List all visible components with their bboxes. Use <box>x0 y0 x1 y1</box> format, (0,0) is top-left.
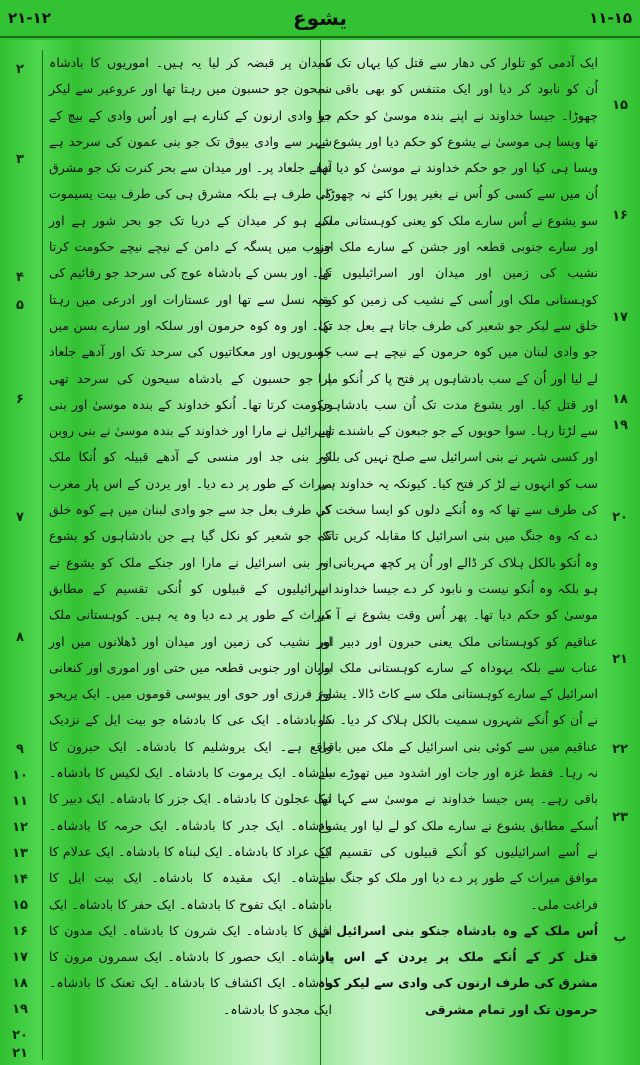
page-header <box>0 0 640 38</box>
chapter-marker: ب <box>613 930 627 945</box>
verse-number: ۲۱ <box>612 652 628 667</box>
verse-number: ۱۲ <box>12 820 28 835</box>
right-column-text: ایک آدمی کو تلوار کی دھار سے قتل کیا یہاں تک کہ اُن کو نابود کر دیا اور ایک متنفس کو بھی باقی نہ چھوڑا۔ جیسا خداوند نے اپنے بندہ موسیٰ کو حکم دیا تھا ویسا ہی موسیٰ نے یشوع کو حکم دیا اور یشوع نے ویسا ہی کیا اور جو حکم خداوند نے موسیٰ کو دیا تھا اُن میں سے کسی کو اُس نے بغیر پورا کئے نہ چھوڑا۔ سو یشوع نے اُس سارے ملک کو یعنی کوہستانی ملک اور سارے جنوبی قطعہ اور جشن کے سارے ملک اور نشیب کی زمین اور میدان اور اسرائیلیوں کے کوہستانی ملک اور اُسی کے نشیب کی زمین کو کوہ خلق سے لیکر جو شعیر کی طرف جاتا ہے بعل جد تک جو وادی لبنان میں کوہ حرمون کے نیچے ہے سب کو لے لیا اور اُن کے سب بادشاہوں پر فتح پا کر اُنکو مارا اور قتل کیا۔ اور یشوع مدت تک اُن سب بادشاہوں سے لڑتا رہا۔ سوا حویوں کے جو جبعون کے باشندے تھے اور کسی شہر نے بنی اسرائیل سے صلح نہیں کی بلکہ سب کو انہوں نے لڑ کر فتح کیا۔ کیونکہ یہ خداوند ہی کی طرف سے تھا کہ وہ اُنکے دلوں کو ایسا سخت کر دے کہ وہ جنگ میں بنی اسرائیل کا مقابلہ کریں تاکہ وہ اُنکو بالکل ہلاک کر ڈالے اور اُن پر کچھ مہربانی نہ ہو بلکہ وہ اُنکو نیست و نابود کر دے جیسا خداوند نے موسیٰ کو حکم دیا تھا۔ پھر اُس وقت یشوع نے آ کر عناقیم کو کوہستانی ملک یعنی حبرون اور دبیر اور عناب سے بلکہ یہوداہ کے سارے کوہستانی ملک اور اسرائیل کے سارے کوہستانی ملک سے کاٹ ڈالا۔ یشوع نے اُن کو اُنکے شہروں سمیت بالکل ہلاک کر دیا۔ سو عناقیم میں سے کوئی بنی اسرائیل کے ملک میں باقی نہ رہا۔ فقط غزہ اور جات اور اشدود میں تھوڑے سے باقی رہے۔ پس جیسا خداوند نے موسیٰ سے کہا تھا اُسکے مطابق یشوع نے سارے ملک کو لے لیا اور یشوع نے اُسے اسرائیلیوں کو اُنکے قبیلوں کی تقسیم کے موافق میراث کے طور پر دے دیا اور ملک کو جنگ سے فراغت ملی۔ <box>318 55 598 912</box>
verse-number: ۱۸ <box>12 976 28 991</box>
right-chapter-reference: ۱۱-۱۵ <box>589 9 632 27</box>
verse-number: ۴ <box>16 270 24 285</box>
verse-number: ۹ <box>16 742 24 757</box>
verse-number: ۶ <box>16 392 24 407</box>
verse-number: ۲ <box>16 62 24 77</box>
verse-number: ۲۰ <box>12 1028 28 1043</box>
verse-number: ۵ <box>16 298 24 313</box>
verse-number: ۱۵ <box>612 98 628 113</box>
verse-number: ۱۶ <box>12 924 28 939</box>
left-verse-gutter <box>0 40 40 1065</box>
book-title: یشوع <box>292 6 348 30</box>
verse-number: ۱۹ <box>12 1002 28 1017</box>
verse-number: ۷ <box>16 510 24 525</box>
chapter-opening-text: اُس ملک کے وہ بادشاہ جنکو بنی اسرائیل نے قتل کر کے اُنکے ملک پر یردن کے اس پار مشرق کی طرف ارنون کی وادی سے لیکر کوہ حرمون تک اور تمام مشرقی <box>318 922 598 1017</box>
verse-number: ۱۱ <box>12 794 28 809</box>
verse-number: ۳ <box>16 152 24 167</box>
right-verse-gutter <box>600 40 640 1065</box>
verse-number: ۱۸ <box>612 392 628 407</box>
left-column-text: سیدان پر قبضہ کر لیا یہ ہیں۔ اموریوں کا بادشاہ سیحون جو حسبون میں رہتا تھا اور عروعیر سے لیکر جو وادی ارنون کے کنارے ہے اور اُس وادی کے بیچ کے شہر سے وادی یبوق تک جو بنی عمون کی سرحد ہے آدھے جلعاد پر۔ اور میدان سے بحر کنرت تک جو مشرق کی طرف ہے بلکہ مشرق ہی کی طرف بیت یسیموت سے ہو کر میدان کے دریا تک جو بحر شور ہے اور جنوب میں پسگہ کے دامن کے نیچے نیچے حکومت کرتا تھا۔ اور بسن کے بادشاہ عوج کی سرحد جو رفائیم کی بقیہ نسل سے تھا اور عستارات اور ادرعی میں رہتا تھا۔ اور وہ کوہ حرمون اور سلکہ اور سارے بسن میں جسوریوں اور معکاتیوں کی سرحد تک اور آدھے جلعاد پر جو حسبون کے بادشاہ سیحون کی سرحد تھی حکومت کرتا تھا۔ اُنکو خداوند کے بندہ موسیٰ اور بنی اسرائیل نے مارا اور خداوند کے بندہ موسیٰ نے بنی روبن اور بنی جد اور منسی کے آدھے قبیلہ کو اُنکا ملک میراث کے طور پر دے دیا۔ اور یردن کے اس پار مغرب کی طرف بعل جد سے جو وادی لبنان میں ہے کوہ خلق تک جو شعیر کو نکل گیا ہے جن بادشاہوں کو یشوع اور بنی اسرائیل نے مارا اور جنکے ملک کو یشوع نے اسرائیلیوں کے قبیلوں کو اُنکی تقسیم کے مطابق میراث کے طور پر دے دیا وہ یہ ہیں۔ کوہستانی ملک اور نشیب کی زمین اور میدان اور ڈھلانوں میں اور بیابان اور جنوبی قطعہ میں حتی اور اموری اور کنعانی اور فرزی اور حوی اور یبوسی قوموں میں۔ ایک یریحو کا بادشاہ۔ ایک عی کا بادشاہ جو بیت ایل کے نزدیک واقع ہے۔ ایک یروشلیم کا بادشاہ۔ ایک حبرون کا بادشاہ۔ ایک یرموت کا بادشاہ۔ ایک لکیس کا بادشاہ۔ ایک عجلون کا بادشاہ۔ ایک جزر کا بادشاہ۔ ایک دبیر کا بادشاہ۔ ایک جدر کا بادشاہ۔ ایک حرمہ کا بادشاہ۔ ایک عراد کا بادشاہ۔ ایک لبناہ کا بادشاہ۔ ایک عدلام کا بادشاہ۔ ایک مقیدہ کا بادشاہ۔ ایک بیت ایل کا بادشاہ۔ ایک تفوح کا بادشاہ۔ ایک حفر کا بادشاہ۔ ایک افیق کا بادشاہ۔ ایک شرون کا بادشاہ۔ ایک مدون کا بادشاہ۔ ایک حصور کا بادشاہ۔ ایک سمرون مرون کا بادشاہ۔ ایک اکشاف کا بادشاہ۔ ایک تعنک کا بادشاہ۔ ایک مجدو کا بادشاہ۔ <box>49 55 332 1017</box>
verse-number: ۲۳ <box>612 810 628 825</box>
verse-number: ۱۳ <box>12 846 28 861</box>
verse-number: ۱۷ <box>612 310 628 325</box>
right-text-column <box>318 50 598 1060</box>
left-text-column <box>42 50 332 1060</box>
verse-number: ۱۶ <box>612 208 628 223</box>
verse-number: ۱۷ <box>12 950 28 965</box>
verse-number: ۲۲ <box>612 742 628 757</box>
verse-number: ۱۹ <box>612 418 628 433</box>
verse-number: ۱۵ <box>12 898 28 913</box>
text-body <box>0 40 640 1065</box>
verse-number: ۲۰ <box>612 510 628 525</box>
verse-number: ۸ <box>16 630 24 645</box>
left-chapter-reference: ۲۱-۱۲ <box>8 9 51 27</box>
verse-number: ۱۰ <box>12 768 28 783</box>
verse-number: ۲۱ <box>12 1046 28 1061</box>
verse-number: ۱۴ <box>12 872 28 887</box>
